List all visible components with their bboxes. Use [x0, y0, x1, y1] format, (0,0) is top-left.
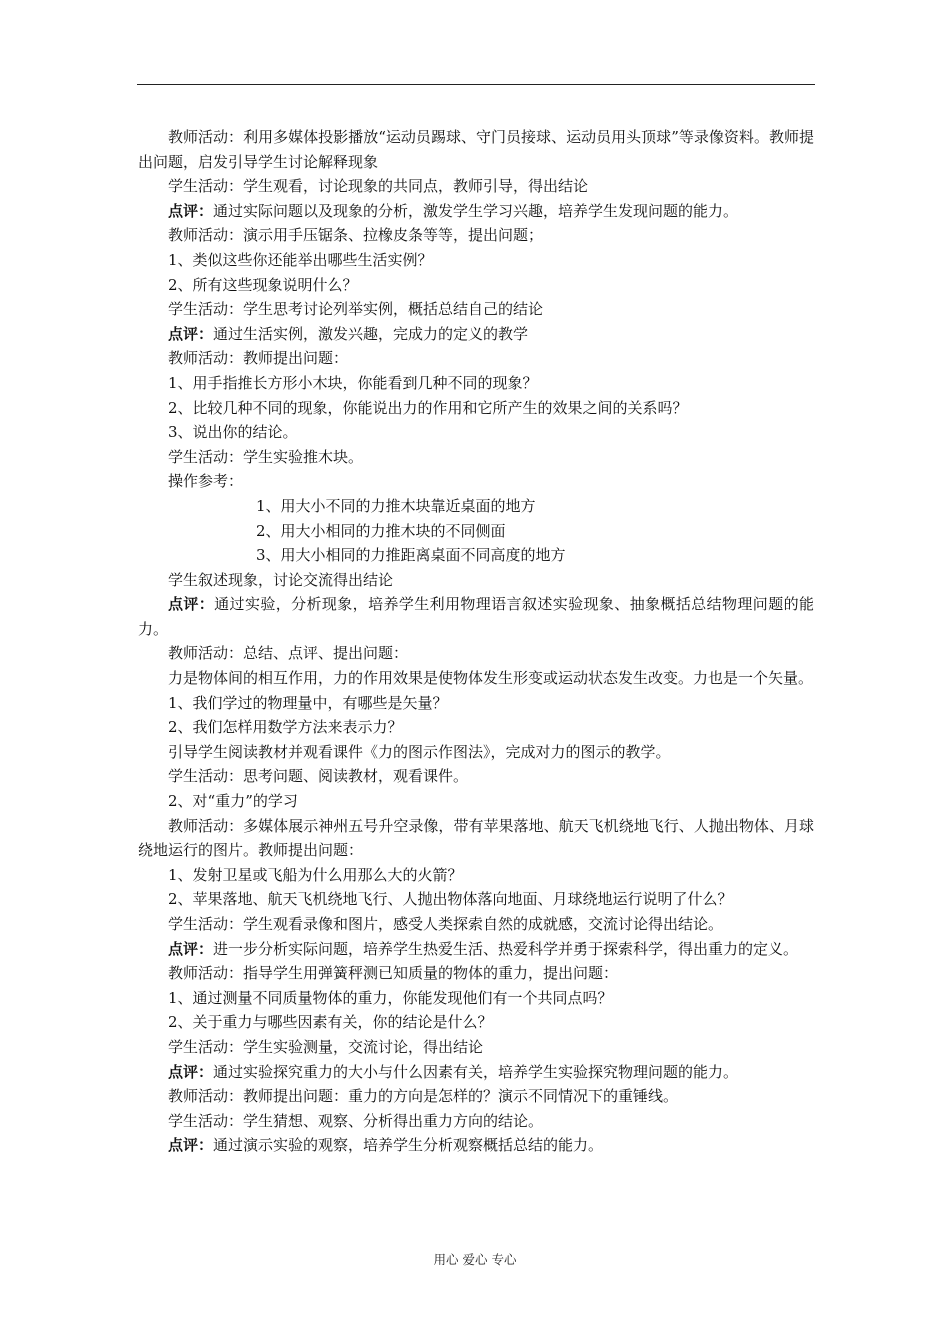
paragraph [138, 297, 814, 322]
paragraph-text: 通过演示实验的观察，培养学生分析观察概括总结的能力。 [213, 1136, 604, 1155]
paragraph-text: 力是物体间的相互作用，力的作用效果是使物体发生形变或运动状态发生改变。力也是一个矢量。 [168, 669, 814, 688]
paragraph [138, 715, 814, 740]
paragraph-text: 2、对“重力”的学习 [168, 792, 298, 811]
paragraph [138, 1010, 814, 1035]
paragraph [138, 396, 814, 421]
paragraph-text: 3、用大小相同的力推距离桌面不同高度的地方 [256, 546, 566, 565]
paragraph-text: 1、通过测量不同质量物体的重力，你能发现他们有一个共同点吗？ [168, 988, 613, 1007]
paragraph [138, 1035, 814, 1060]
comment-paragraph [138, 1133, 814, 1158]
paragraph [138, 1109, 814, 1134]
paragraph-text: 2、用大小相同的力推木块的不同侧面 [256, 521, 506, 540]
paragraph-text: 教师活动：指导学生用弹簧秤测已知质量的物体的重力，提出问题： [168, 964, 619, 983]
paragraph [138, 789, 814, 814]
comment-label: 点评： [168, 324, 214, 343]
paragraph [138, 568, 814, 593]
paragraph [138, 740, 814, 765]
paragraph-text: 学生活动：学生观看录像和图片，感受人类探索自然的成就感，交流讨论得出结论。 [168, 915, 724, 933]
paragraph [138, 641, 814, 666]
paragraph-text: 1、我们学过的物理量中，有哪些是矢量？ [168, 693, 448, 712]
paragraph [138, 445, 814, 470]
paragraph-text: 通过生活实例，激发兴趣，完成力的定义的教学 [213, 324, 529, 343]
comment-label: 点评： [168, 201, 214, 220]
paragraph [138, 691, 814, 716]
paragraph [138, 666, 814, 691]
paragraph [138, 174, 814, 199]
paragraph [138, 248, 814, 273]
comment-label: 点评： [168, 1136, 214, 1155]
comment-label: 点评： [168, 1062, 214, 1081]
comment-paragraph [138, 1060, 814, 1085]
paragraph-text: 2、我们怎样用数学方法来表示力？ [168, 718, 403, 737]
paragraph-text: 1、发射卫星或飞船为什么用那么大的火箭？ [168, 865, 463, 884]
paragraph [138, 887, 814, 912]
paragraph-text: 学生活动：学生猜想、观察、分析得出重力方向的结论。 [168, 1111, 544, 1130]
paragraph [138, 125, 814, 174]
paragraph-text: 1、用大小不同的力推木块靠近桌面的地方 [256, 496, 536, 515]
paragraph-text: 进一步分析实际问题，培养学生热爱生活、热爱科学并勇于探索科学，得出重力的定义。 [213, 939, 799, 958]
paragraph [138, 764, 814, 789]
paragraph-text: 1、类似这些你还能举出哪些生活实例？ [168, 250, 433, 269]
paragraph-text: 学生活动：思考问题、阅读教材，观看课件。 [168, 767, 469, 786]
paragraph-text: 教师活动：利用多媒体投影播放“运动员踢球、守门员接球、运动员用头顶球”等录像资料。教师提出问题，启发引导学生讨论解释现象 [138, 128, 814, 171]
paragraph-text: 学生活动：学生观看，讨论现象的共同点，教师引导，得出结论 [168, 177, 589, 196]
paragraph [138, 420, 814, 445]
paragraph [138, 223, 814, 248]
comment-paragraph [138, 322, 814, 347]
comment-label: 点评： [168, 595, 215, 614]
paragraph-text: 操作参考： [168, 472, 244, 491]
paragraph-text: 学生活动：学生思考讨论列举实例，概括总结自己的结论 [168, 300, 544, 319]
paragraph-text: 2、比较几种不同的现象，你能说出力的作用和它所产生的效果之间的关系吗？ [168, 398, 688, 417]
paragraph [138, 371, 814, 396]
paragraph [138, 912, 814, 937]
paragraph [138, 961, 814, 986]
paragraph-text: 教师活动：演示用手压锯条、拉橡皮条等等，提出问题； [168, 226, 544, 245]
paragraph-text: 教师活动：总结、点评、提出问题： [168, 644, 409, 663]
comment-paragraph [138, 937, 814, 962]
paragraph-text: 2、关于重力与哪些因素有关，你的结论是什么？ [168, 1013, 493, 1032]
paragraph [138, 986, 814, 1011]
operation-step [138, 519, 814, 544]
paragraph [138, 863, 814, 888]
paragraph [138, 814, 814, 863]
header-rule [137, 84, 815, 85]
paragraph-text: 教师活动：教师提出问题： [168, 349, 349, 368]
paragraph-text: 学生活动：学生实验推木块。 [168, 447, 364, 466]
paragraph-text: 2、苹果落地、航天飞机绕地飞行、人抛出物体落向地面、月球绕地运行说明了什么？ [168, 890, 733, 909]
paragraph [138, 1084, 814, 1109]
paragraph-text: 1、用手指推长方形小木块，你能看到几种不同的现象？ [168, 373, 538, 392]
operation-step [138, 494, 814, 519]
paragraph [138, 273, 814, 298]
paragraph-text: 通过实际问题以及现象的分析，激发学生学习兴趣，培养学生发现问题的能力。 [213, 201, 739, 220]
paragraph-text: 2、所有这些现象说明什么？ [168, 275, 358, 294]
document-body [138, 125, 814, 1158]
paragraph-text: 通过实验探究重力的大小与什么因素有关，培养学生实验探究物理问题的能力。 [213, 1062, 739, 1081]
paragraph-text: 教师活动：多媒体展示神州五号升空录像，带有苹果落地、航天飞机绕地飞行、人抛出物体、月球绕地运行的图片。教师提出问题： [138, 816, 814, 860]
paragraph [138, 346, 814, 371]
operation-step [138, 543, 814, 568]
comment-paragraph [138, 592, 814, 641]
comment-label: 点评： [168, 939, 214, 958]
paragraph-text: 通过实验，分析现象，培养学生利用物理语言叙述实验现象、抽象概括总结物理问题的能力。 [138, 595, 814, 638]
comment-paragraph [138, 199, 814, 224]
paragraph-text: 学生叙述现象，讨论交流得出结论 [168, 570, 394, 589]
paragraph-text: 引导学生阅读教材并观看课件《力的图示作图法》，完成对力的图示的教学。 [168, 742, 671, 761]
paragraph-text: 学生活动：学生实验测量，交流讨论，得出结论 [168, 1037, 484, 1056]
paragraph-text: 3、说出你的结论。 [168, 423, 298, 442]
paragraph [138, 469, 814, 494]
page-footer: 用心 爱心 专心 [433, 1252, 517, 1267]
paragraph-text: 教师活动：教师提出问题：重力的方向是怎样的？演示不同情况下的重锤线。 [168, 1087, 679, 1106]
